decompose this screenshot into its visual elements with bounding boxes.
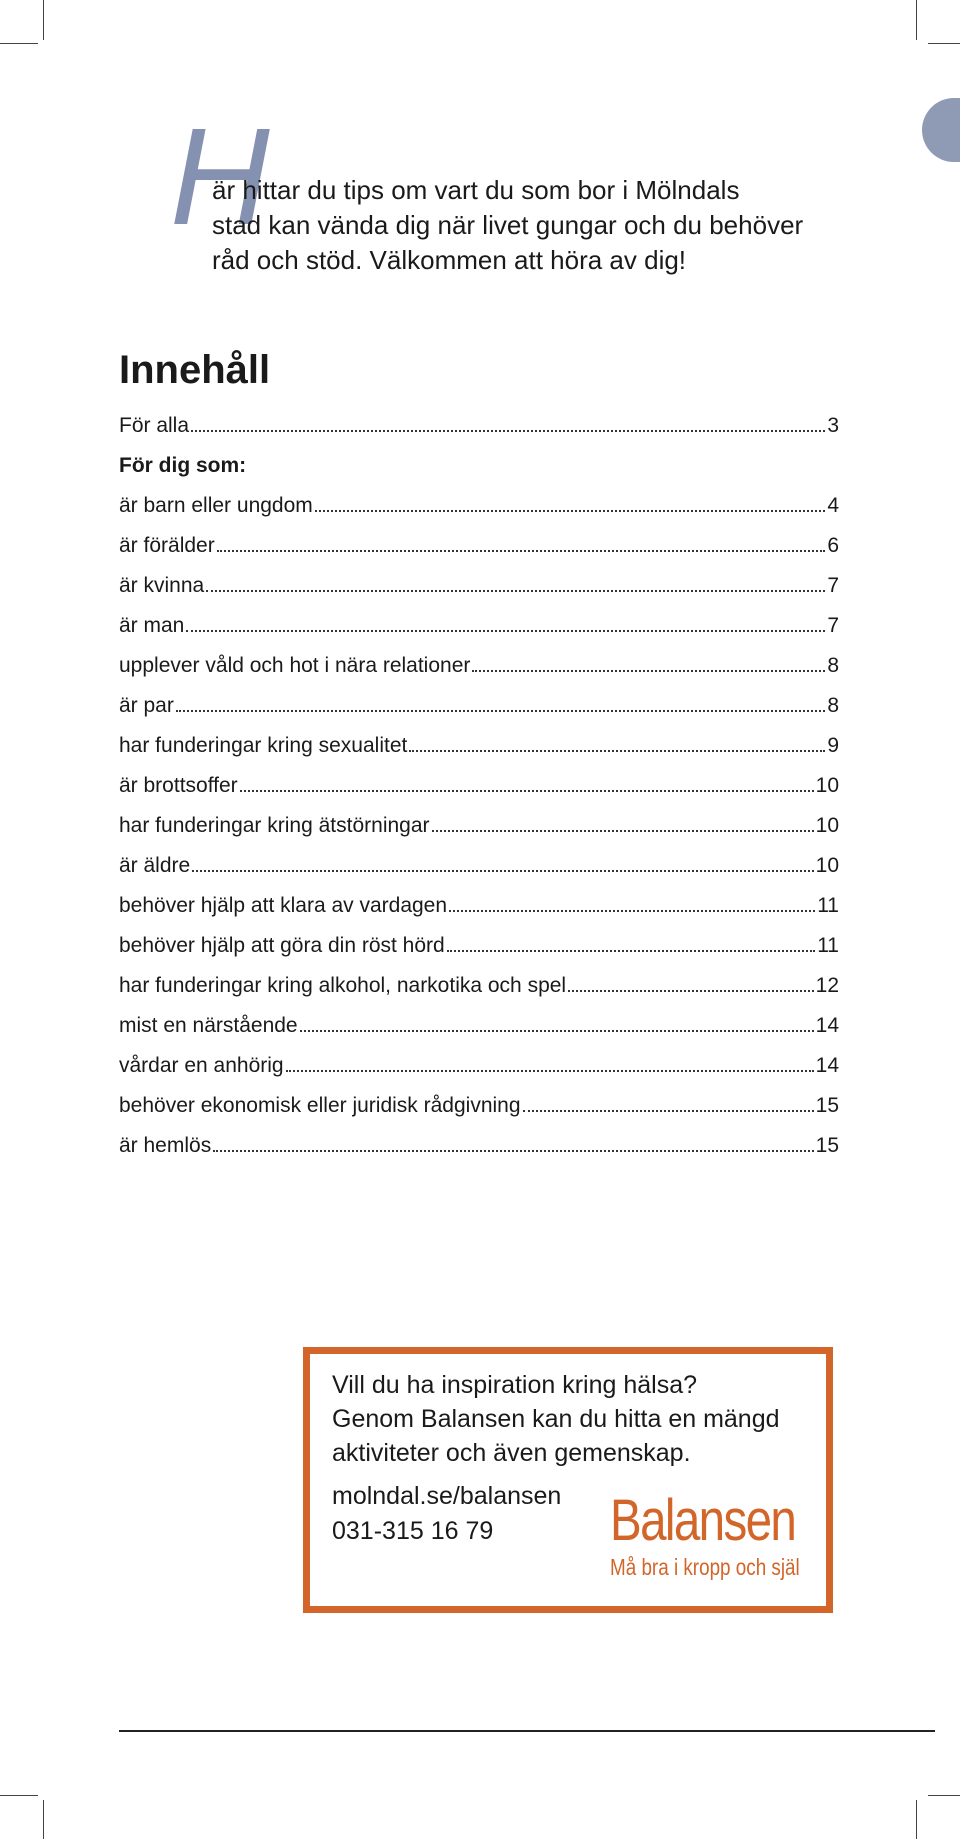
toc-leader xyxy=(472,669,825,672)
toc-title: Innehåll xyxy=(119,348,271,392)
toc-entry-label: har funderingar kring sexualitet xyxy=(119,734,408,757)
crop-mark xyxy=(928,43,960,44)
toc-entry-label: är brottsoffer xyxy=(119,774,238,797)
toc-entry-page: 9 xyxy=(827,734,839,757)
toc-leader xyxy=(523,1109,814,1112)
toc-entry-page: 3 xyxy=(827,414,839,437)
toc-entry-page: 15 xyxy=(815,1134,839,1157)
toc-entry-page: 8 xyxy=(827,694,839,717)
intro-line: råd och stöd. Välkommen att höra av dig! xyxy=(212,245,687,275)
toc-entry[interactable] xyxy=(119,678,839,718)
toc-entry[interactable] xyxy=(119,598,839,638)
toc-leader xyxy=(191,429,825,432)
toc-leader xyxy=(176,709,825,712)
toc-section-label: För dig som: xyxy=(119,454,247,477)
toc-entry-page: 7 xyxy=(827,574,839,597)
toc-entry-label: behöver hjälp att klara av vardagen xyxy=(119,894,448,917)
promo-line: Vill du ha inspiration kring hälsa? xyxy=(332,1371,698,1399)
toc-list xyxy=(119,398,839,1158)
crop-mark xyxy=(916,1800,917,1839)
toc-entry-label: är förälder xyxy=(119,534,215,557)
toc-entry[interactable] xyxy=(119,958,839,998)
toc-entry[interactable] xyxy=(119,878,839,918)
toc-entry-page: 11 xyxy=(817,894,839,917)
footer-rule xyxy=(119,1730,935,1732)
toc-entry-page: 12 xyxy=(815,974,839,997)
crop-mark xyxy=(916,0,917,40)
toc-entry-label: är hemlös xyxy=(119,1134,212,1157)
toc-entry-page: 10 xyxy=(815,854,839,877)
toc-entry[interactable] xyxy=(119,1078,839,1118)
toc-entry-page: 14 xyxy=(815,1014,839,1037)
crop-mark xyxy=(43,1800,44,1839)
toc-entry-page: 8 xyxy=(827,654,839,677)
toc-leader xyxy=(300,1029,814,1032)
crop-mark xyxy=(0,1795,38,1796)
toc-leader xyxy=(432,829,814,832)
toc-entry-label: upplever våld och hot i nära relationer xyxy=(119,654,471,677)
page-tab-marker xyxy=(922,98,960,162)
toc-entry[interactable] xyxy=(119,998,839,1038)
toc-leader xyxy=(315,509,826,512)
intro-dropcap: H xyxy=(170,100,270,254)
promo-contact xyxy=(332,1479,561,1549)
intro-line: stad kan vända dig när livet gungar och du behöver xyxy=(212,210,804,240)
toc-leader xyxy=(192,869,813,872)
promo-text xyxy=(332,1368,780,1470)
toc-entry-label: är par xyxy=(119,694,174,717)
toc-leader xyxy=(286,1069,814,1072)
toc-entry-page: 14 xyxy=(815,1054,839,1077)
balansen-logo-wordmark: Balansen xyxy=(610,1488,796,1553)
intro-line: är hittar du tips om vart du som bor i Mölndals xyxy=(212,175,740,205)
toc-entry-page: 15 xyxy=(815,1094,839,1117)
toc-entry-page: 6 xyxy=(827,534,839,557)
toc-leader xyxy=(447,949,815,952)
toc-leader xyxy=(240,789,814,792)
toc-entry-page: 7 xyxy=(827,614,839,637)
toc-entry[interactable] xyxy=(119,758,839,798)
crop-mark xyxy=(43,0,44,40)
toc-entry-page: 10 xyxy=(815,774,839,797)
balansen-logo xyxy=(610,1488,841,1580)
balansen-logo-tagline: Må bra i kropp och själ xyxy=(610,1554,800,1580)
toc-entry-label: behöver ekonomisk eller juridisk rådgivning xyxy=(119,1094,521,1117)
toc-entry[interactable] xyxy=(119,798,839,838)
toc-leader xyxy=(217,549,826,552)
promo-line: Genom Balansen kan du hitta en mängd xyxy=(332,1405,780,1433)
toc-entry[interactable] xyxy=(119,838,839,878)
toc-entry[interactable] xyxy=(119,1038,839,1078)
toc-section-header xyxy=(119,438,839,478)
toc-entry[interactable] xyxy=(119,1118,839,1158)
toc-entry-label: För alla xyxy=(119,414,190,437)
toc-entry-page: 4 xyxy=(827,494,839,517)
promo-phone: 031-315 16 79 xyxy=(332,1517,494,1545)
toc-entry-label: är man xyxy=(119,614,185,637)
promo-url-link[interactable]: molndal.se/balansen xyxy=(332,1482,562,1510)
toc-leader xyxy=(568,989,814,992)
toc-entry[interactable] xyxy=(119,518,839,558)
toc-entry-label: vårdar en anhörig xyxy=(119,1054,284,1077)
toc-leader xyxy=(449,909,815,912)
toc-entry[interactable] xyxy=(119,718,839,758)
crop-mark xyxy=(928,1795,960,1796)
toc-leader xyxy=(186,629,825,632)
toc-leader xyxy=(213,1149,813,1152)
toc-leader xyxy=(409,749,825,752)
toc-entry-page: 11 xyxy=(817,934,839,957)
toc-entry[interactable] xyxy=(119,398,839,438)
toc-entry[interactable] xyxy=(119,558,839,598)
toc-entry[interactable] xyxy=(119,478,839,518)
toc-entry-label: är barn eller ungdom xyxy=(119,494,313,517)
balansen-promo-box xyxy=(303,1347,833,1613)
toc-entry-label: behöver hjälp att göra din röst hörd xyxy=(119,934,445,957)
promo-line: aktiviteter och även gemenskap. xyxy=(332,1439,691,1467)
toc-entry-label: har funderingar kring ätstörningar xyxy=(119,814,430,837)
toc-leader xyxy=(206,589,825,592)
toc-entry-page: 10 xyxy=(815,814,839,837)
crop-mark xyxy=(0,43,38,44)
toc-entry-label: är kvinna xyxy=(119,574,205,597)
toc-entry-label: är äldre xyxy=(119,854,191,877)
toc-entry[interactable] xyxy=(119,918,839,958)
toc-entry-label: mist en närstående xyxy=(119,1014,298,1037)
toc-entry[interactable] xyxy=(119,638,839,678)
toc-entry-label: har funderingar kring alkohol, narkotika och spel xyxy=(119,974,567,997)
